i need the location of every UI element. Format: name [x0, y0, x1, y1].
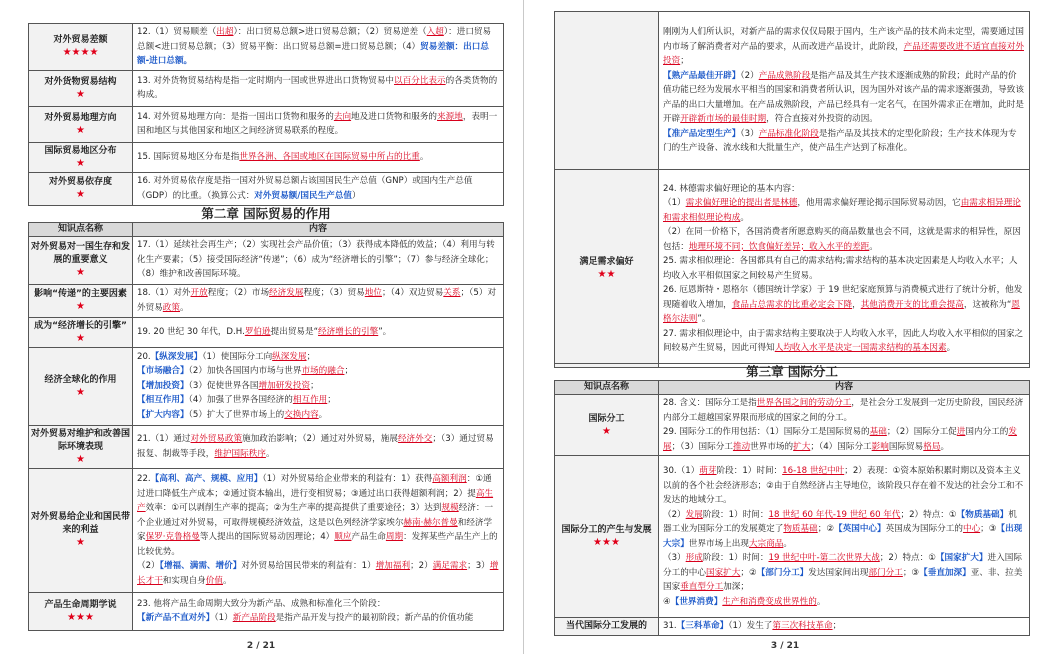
knowledge-point-cell — [555, 618, 659, 636]
content-text: 24. 林德需求偏好理论的基本内容： — [663, 183, 800, 194]
content-text: ”。 — [697, 314, 711, 324]
knowledge-table-right-ch3 — [554, 363, 1030, 636]
content-text: （2） — [663, 509, 686, 520]
content-text: 28. 含义：国际分工是指 — [663, 398, 757, 408]
content-text: （3） — [663, 553, 686, 563]
column-header-name: 知识点名称 — [29, 222, 133, 236]
key-term: 地理环境不同；饮食偏好差异；收入水平的差距 — [688, 241, 870, 252]
content-text: 是指产品及其生产技术逐渐成熟的阶段；此时产品的价值功能已经为发展水平相当的国家和消费者所认识，因为国外对该产品的需求逐渐强劲，导致该产品的出口大量增加。在产品成熟阶段，产品已经具有一定名气，在国外需求正在增加，此时是开辟 — [663, 70, 1024, 125]
content-text: 20. — [137, 351, 151, 362]
content-text: ） — [351, 190, 361, 201]
content-text: 程度；（2）市场 — [207, 288, 270, 298]
key-term: 罗伯逊 — [244, 326, 271, 337]
content-text: 29. 国际分工的作用包括：（1）国际分工是国际贸易的 — [663, 427, 870, 437]
content-text: ； — [310, 380, 319, 391]
key-term: 赫南·赫尔普曼 — [403, 517, 458, 528]
key-term: 16-18 世纪中叶 — [782, 466, 845, 476]
content-text: 的各类货物的构成。 — [137, 75, 498, 100]
content-text: ；③ — [980, 524, 997, 534]
knowledge-point-name: 成为“经济增长的引擎” — [34, 320, 127, 331]
content-text: （1）发生了 — [728, 621, 773, 632]
content-text: ；③ — [902, 567, 920, 578]
key-term: 关系 — [443, 288, 461, 298]
knowledge-row — [29, 317, 504, 347]
column-header-content: 内容 — [659, 381, 1030, 395]
mnemonic-tag: 【准产品定型生产】 — [663, 128, 741, 139]
key-term: 进 — [956, 427, 966, 437]
knowledge-point-cell — [29, 347, 133, 425]
chapter-2-title: 第二章 国际贸易的作用 — [29, 205, 504, 222]
content-text: 发达国家间出现 — [808, 567, 869, 578]
content-cell — [133, 317, 504, 347]
importance-stars: ★ — [76, 267, 85, 278]
content-text: 和经济学家 — [137, 517, 493, 542]
knowledge-point-name: 对外贸易依存度 — [48, 177, 112, 187]
content-text: （3）促使世界各国 — [188, 380, 259, 391]
knowledge-point-name: 对外贸易差额 — [53, 35, 108, 46]
knowledge-point-name: 对外贸易给企业和国民带来的利益 — [31, 512, 131, 535]
content-text: ；② — [817, 524, 835, 534]
content-text: 和实现自身 — [162, 575, 206, 586]
key-term: 萌芽 — [699, 466, 717, 476]
content-text: 19. 20 世纪 30 年代，D.H. — [137, 326, 245, 337]
content-text: 。 — [816, 596, 826, 607]
knowledge-row — [29, 468, 504, 592]
key-term: 扩大 — [793, 441, 811, 452]
content-text: ）：进口贸易总额<进口贸易总额；（3）贸易平衡：出口贸易总额=进口贸易总额；（4） — [137, 27, 492, 52]
content-text: （1） — [663, 198, 686, 208]
content-text: 经济：一个企业通过对外贸易，可取得规模经济效益，这是以色列经济学家埃尔 — [137, 503, 494, 528]
content-text: 12.（1）贸易顺差（ — [137, 27, 217, 37]
content-text: 。 — [419, 151, 429, 162]
key-term: 开辟新市场的最佳时期 — [680, 114, 767, 125]
content-text: ”。 — [378, 326, 392, 337]
key-term: 物质基础 — [783, 524, 818, 534]
content-text: ； — [680, 56, 689, 67]
content-text: 阶段：1）时间： — [702, 509, 769, 520]
mnemonic-tag: 【垂直加深】 — [919, 567, 971, 578]
key-term: 推动 — [732, 441, 751, 452]
importance-stars: ★ — [76, 332, 85, 344]
mnemonic-tag: 【扩大内容】 — [137, 409, 189, 420]
key-term: 规模 — [441, 503, 459, 513]
content-text: 22. — [137, 474, 151, 484]
mnemonic-tag: 对外贸易额/国民生产总值 — [254, 190, 352, 201]
content-cell — [133, 592, 504, 630]
knowledge-point-cell — [555, 395, 659, 456]
knowledge-row — [555, 395, 1030, 456]
content-cell — [133, 142, 504, 172]
key-term: 交换内容 — [284, 409, 319, 420]
key-term: 基础 — [869, 427, 887, 437]
importance-stars: ★ — [76, 124, 85, 136]
key-term: 格局 — [923, 441, 941, 452]
importance-stars: ★ — [76, 537, 85, 548]
knowledge-point-cell — [29, 24, 133, 71]
content-text: （1）使国际分工向 — [202, 351, 273, 362]
content-text: 。 — [946, 343, 956, 353]
content-text: 26. 厄恩斯特・恩格尔（德国统计学家）于 19 世纪家庭预算与消费模式进行了统计分析，他发现随着收入增加， — [663, 285, 1023, 310]
content-text: 提出贸易是“ — [270, 326, 319, 337]
key-term: 满足需求 — [432, 561, 468, 571]
knowledge-point-name: 国际贸易地区分布 — [44, 145, 117, 156]
knowledge-row — [555, 12, 1030, 170]
knowledge-point-cell — [29, 425, 133, 468]
content-text: 21.（1）通过 — [137, 434, 191, 444]
right-rows-top — [555, 12, 1030, 368]
knowledge-row — [29, 236, 504, 284]
key-term: 中心 — [962, 524, 981, 534]
document-page-right — [523, 0, 1045, 654]
knowledge-row — [555, 618, 1030, 636]
content-text: 进入国际分工的中心 — [663, 553, 1022, 578]
content-text: 对外贸易给国民带来的利益有：1） — [241, 561, 376, 571]
key-term: 18 世纪 60 年代-19 世纪 60 年代 — [768, 509, 901, 520]
knowledge-point-name: 产品生命周期学说 — [44, 599, 117, 610]
importance-stars: ★ — [76, 157, 85, 169]
chapter-3-title: 第三章 国际分工 — [555, 364, 1030, 381]
content-text: 施加政治影响；（2）通过对外贸易，施展 — [242, 434, 398, 444]
importance-stars: ★★★★ — [62, 47, 99, 59]
content-cell — [133, 236, 504, 284]
key-term: 保罗·克鲁格曼 — [145, 532, 200, 542]
content-text: 地及进口货物和服务的 — [351, 111, 438, 122]
content-text: 。 — [940, 441, 950, 452]
content-text: ； — [344, 366, 354, 377]
key-term: 世界各洲、各国或地区在国际贸易中所占的比重 — [239, 151, 420, 162]
knowledge-point-cell — [29, 70, 133, 106]
importance-stars: ★★ — [597, 269, 616, 280]
key-term: 维护国际秩序 — [214, 448, 266, 459]
knowledge-row — [29, 172, 504, 205]
key-term: 由需求相异理论和需求相似理论构成 — [663, 198, 1021, 223]
key-term: 发展 — [663, 427, 1017, 452]
mnemonic-tag: 【纵深发展】 — [150, 351, 203, 362]
knowledge-point-name: 国际分工 — [588, 413, 625, 424]
content-text: ，是社会分工发展到一定历史阶段，国民经济内部分工超越国家界限而形成的国家之间的分工。 — [663, 398, 1024, 423]
content-text: 加深； — [723, 582, 749, 592]
knowledge-point-name: 对外贸易对一国生存和发展的重要意义 — [31, 242, 131, 265]
content-text: ；（3）国际分工 — [671, 441, 733, 452]
key-term: 19 世纪中叶-第二次世界大战 — [768, 553, 880, 563]
importance-stars: ★ — [76, 453, 85, 465]
content-text: 。 — [318, 409, 328, 420]
content-text: （2） — [740, 70, 759, 81]
key-term: 生产和消费变成世界性的 — [722, 596, 817, 607]
content-text: 国内分工的 — [965, 427, 1009, 437]
importance-stars: ★ — [76, 301, 85, 312]
key-term: 恩格尔法则 — [663, 299, 1020, 324]
document-page-left — [0, 0, 522, 654]
knowledge-row — [29, 142, 504, 172]
key-term: 纵深发展 — [272, 351, 307, 362]
key-term: 市场的融合 — [301, 366, 345, 377]
knowledge-row — [555, 456, 1030, 618]
importance-stars: ★ — [76, 88, 85, 100]
key-term: 产品还需要改进不适宜直接对外投资 — [663, 41, 1024, 67]
content-cell — [133, 284, 504, 317]
key-term: 以百分比表示 — [394, 75, 446, 86]
key-term: 第三次科技革命 — [772, 621, 833, 632]
knowledge-point-name: 对外贸易地理方向 — [44, 112, 117, 123]
content-text: ， — [852, 299, 861, 310]
knowledge-table-right-top — [554, 11, 1030, 368]
page-number-left: 2 / 21 — [246, 641, 276, 651]
content-cell — [133, 24, 504, 71]
knowledge-row — [29, 592, 504, 630]
content-text: ；3） — [467, 561, 490, 571]
knowledge-point-cell — [555, 456, 659, 618]
content-text: 阶段：1）时间： — [716, 466, 783, 476]
mnemonic-tag: 【增福、满需、增价】 — [159, 561, 242, 571]
key-term: 高生产 — [137, 488, 494, 513]
knowledge-point-cell — [29, 172, 133, 205]
content-text: ，这被称为“ — [963, 299, 1012, 310]
key-term: 高额利润 — [432, 474, 467, 484]
key-term: 经济增长的引擎 — [318, 326, 379, 337]
key-term: 需求偏好理论的提出者是林德 — [685, 198, 798, 208]
content-text: 国际贸易 — [888, 441, 924, 452]
key-term: 价值 — [205, 575, 223, 586]
key-term: 经济发展 — [269, 288, 304, 298]
key-term: 其他消费开支的比重会提高 — [860, 299, 964, 310]
content-text: （5）扩大了世界市场上的 — [188, 409, 285, 420]
importance-stars: ★ — [602, 425, 611, 437]
knowledge-point-cell — [555, 12, 659, 170]
mnemonic-tag: 【三科革命】 — [676, 621, 729, 632]
content-text: 18.（1）对外 — [137, 288, 191, 298]
key-term: 形成 — [685, 553, 703, 563]
content-cell — [659, 618, 1030, 636]
mnemonic-tag: 【国家扩大】 — [935, 553, 988, 563]
knowledge-point-cell — [29, 317, 133, 347]
key-term: 发展 — [685, 509, 703, 520]
content-text: 23. 他将产品生命周期大致分为新产品、成熟和标准化三个阶段： — [137, 598, 386, 609]
key-term: 入超 — [426, 27, 444, 37]
content-text: 。 — [869, 241, 878, 252]
content-text: 15. 国际贸易地区分布是指 — [137, 151, 240, 162]
content-cell — [659, 170, 1030, 368]
content-text: 效率：①可以剥削生产率的提高；②为生产率的提高提供了重要途径；3）达到 — [145, 503, 442, 513]
mnemonic-tag: 【新产品不直对外】 — [137, 613, 215, 623]
knowledge-row — [29, 284, 504, 317]
content-text: ：发挥某些产品生产上的比较优势。 — [137, 532, 498, 557]
key-term: 开放 — [190, 288, 208, 298]
knowledge-point-cell — [555, 170, 659, 368]
key-term: 影响 — [871, 441, 889, 452]
content-text: 25. 需求相似理论：各国都具有自己的需求结构;需求结构的基本决定因素是人均收入水平；人均收入水平相似国家之间较易产生贸易。 — [663, 256, 1018, 281]
mnemonic-tag: 【高利、高产、规模、应用】 — [150, 474, 263, 484]
key-term: 世界各国之间的劳动分工 — [756, 398, 852, 408]
content-text: 刚刚为人们所认识，对新产品的需求仅仅局限于国内，生产该产品的技术尚未定型，需要通过国内市场了解消费者对产品的要求，从而改进产品设计，此阶段， — [663, 27, 1024, 52]
content-cell — [133, 347, 504, 425]
key-term: 垂直型分工 — [680, 582, 724, 592]
content-text: 16. 对外贸易依存度是指一国对外贸易总额占该国国民生产总值（GNP）或国内生产总值（GDP）的比重。（换算公式： — [137, 176, 473, 201]
knowledge-point-cell — [29, 592, 133, 630]
right-rows-ch3 — [555, 395, 1030, 636]
content-cell — [133, 106, 504, 142]
key-term: 产品成熟阶段 — [758, 70, 811, 81]
knowledge-point-name: 经济全球化的作用 — [44, 374, 117, 385]
content-text: ；（4）国际分工 — [810, 441, 872, 452]
content-text: 产品生命 — [351, 532, 386, 542]
page-number-right: 3 / 21 — [770, 641, 800, 651]
importance-stars: ★ — [76, 189, 85, 200]
content-text: 。 — [783, 538, 792, 549]
key-term: 增加研发投资 — [258, 380, 311, 391]
key-term: 新产品阶段 — [232, 613, 276, 623]
knowledge-row — [29, 425, 504, 468]
knowledge-point-name: 当代国际分工发展的 — [565, 621, 647, 631]
knowledge-point-cell — [29, 284, 133, 317]
content-text: ；2）特点：① — [900, 509, 957, 520]
key-term: 来源地 — [437, 111, 463, 122]
content-text: 27. 需求相似理论中，由于需求结构主要取决于人均收入水平，因此人均收入水平相似的国家之间较易产生贸易，因此可得知 — [663, 328, 1024, 353]
content-text: （1）对外贸易给企业带来的利益有：1）获得 — [262, 474, 433, 484]
content-text: ，他用需求偏好理论揭示国际贸易动因，它 — [797, 198, 961, 208]
content-text: 17.（1）延续社会再生产；（2）实现社会产品价值；（3）获得成本降低的效益；（4）利用与转化生产要素；（5）接受国际经济“传递”；（6）成为“经济增长的引擎”；（7）参与经济全球化；（8）维护和改善国际环境。 — [137, 240, 495, 280]
key-term: 食品占总需求的比重必定会下降 — [731, 299, 853, 310]
content-cell — [133, 425, 504, 468]
mnemonic-tag: 【世界消费】 — [670, 596, 723, 607]
key-term: 国家扩大 — [705, 567, 741, 578]
content-text: ；2）特点：① — [879, 553, 936, 563]
mnemonic-tag: 【部门分工】 — [756, 567, 809, 578]
content-text: ④ — [663, 596, 671, 607]
left-rows-ch2 — [29, 236, 504, 630]
key-term: 地位 — [364, 288, 382, 298]
content-cell — [133, 172, 504, 205]
content-cell — [659, 12, 1030, 170]
knowledge-table-left — [28, 23, 504, 631]
knowledge-point-name: 国际分工的产生与发展 — [561, 525, 652, 535]
content-text: 机器工业为国际分工的发展奠定了 — [663, 509, 1017, 534]
column-header-name: 知识点名称 — [555, 381, 659, 395]
content-text: ；（2）国际分工促 — [886, 427, 957, 437]
mnemonic-tag: 【相互作用】 — [137, 395, 189, 406]
content-cell — [133, 70, 504, 106]
knowledge-point-cell — [29, 236, 133, 284]
content-text: （2）加快各国国内市场与世界 — [188, 366, 302, 377]
knowledge-point-name: 影响“传递”的主要因素 — [34, 289, 127, 299]
mnemonic-tag: 贸易差额：出口总额-进口总额。 — [137, 41, 489, 66]
knowledge-point-cell — [29, 468, 133, 592]
mnemonic-tag: 【增加投资】 — [137, 380, 189, 391]
mnemonic-tag: 【熟产品最佳开辟】 — [663, 70, 741, 81]
content-text: ；（5）对外贸易 — [137, 288, 497, 313]
knowledge-row — [29, 106, 504, 142]
content-text: 。 — [222, 575, 232, 586]
content-text: （3） — [740, 128, 759, 139]
content-text: ）：出口贸易总额>进口贸易总额；（2）贸易逆差（ — [233, 27, 427, 37]
content-text: （2）在同一价格下，各国消费者所愿意购买的商品数量也会不同，这就是需求的相异性，原因包括： — [663, 227, 1021, 252]
importance-stars: ★★★ — [593, 537, 620, 548]
key-term: 大宗商品 — [748, 538, 784, 549]
content-text: ，符合直接对外投资的动因。 — [766, 114, 878, 125]
knowledge-row — [29, 24, 504, 71]
key-term: 经济外交 — [397, 434, 433, 444]
content-text: 31. — [663, 621, 677, 632]
left-rows-top — [29, 24, 504, 206]
content-text: 。 — [265, 448, 275, 459]
key-term: 政策 — [162, 302, 180, 313]
content-text: 13. 对外货物贸易结构是指一定时期内一国或世界进出口货物贸易中 — [137, 75, 395, 86]
key-term: 增加福利 — [375, 561, 411, 571]
content-text: 是指产品开发与投产的最初阶段；新产品的价值功能 — [275, 613, 474, 623]
key-term: 对外贸易政策 — [190, 434, 243, 444]
content-text: 世界市场的 — [750, 441, 794, 452]
content-text: 世界市场上出现 — [688, 538, 749, 549]
content-text: 。 — [740, 212, 749, 223]
content-cell — [659, 395, 1030, 456]
content-cell — [133, 468, 504, 592]
content-text: ：①通过进口降低生产成本；②通过资本输出，进行变相贸易；③通过出口获得超额利润；2）提 — [137, 474, 492, 499]
content-text: ；2） — [410, 561, 433, 571]
knowledge-row — [29, 70, 504, 106]
content-text: ； — [327, 395, 336, 406]
content-text: ；（3）通过贸易报复、制裁等手段， — [137, 434, 494, 459]
key-term: 出超 — [216, 27, 234, 37]
content-text: 程度；（3）贸易 — [303, 288, 365, 298]
knowledge-point-name: 对外贸易对维护和改善国际环境表现 — [31, 428, 131, 452]
content-text: 英国成为国际分工的 — [885, 524, 963, 534]
content-text: ；2）表现：①资本原始积累时期以及资本主义以前的各个社会经济形态；②由于自然经济占主导地位，该阶段只存在着不发达的社会分工和不发达的地域分工。 — [663, 466, 1024, 505]
content-text: （4）加强了世界各国经济的 — [188, 395, 293, 406]
mnemonic-tag: 【英国中心】 — [834, 524, 886, 534]
knowledge-point-cell — [29, 106, 133, 142]
key-term: 周期 — [385, 532, 404, 542]
key-term: 产品标准化阶段 — [758, 128, 819, 139]
content-text: ；② — [740, 567, 757, 578]
key-term: 相互作用 — [292, 395, 328, 406]
content-text: 。 — [180, 302, 189, 313]
content-text: 14. 对外贸易地理方向：是指一国出口货物和服务的 — [137, 111, 334, 122]
importance-stars: ★ — [76, 386, 85, 398]
key-term: 部门分工 — [868, 567, 903, 578]
key-term: 增长才干 — [137, 561, 499, 586]
knowledge-point-name: 满足需求偏好 — [579, 257, 634, 267]
mnemonic-tag: 【出现大宗】 — [663, 524, 1023, 549]
mnemonic-tag: 【物质基础】 — [956, 509, 1009, 520]
content-text: 30.（1） — [663, 466, 700, 476]
content-text: （1） — [214, 613, 233, 623]
content-text: ；（4）双边贸易 — [381, 288, 444, 298]
knowledge-row — [29, 347, 504, 425]
content-text: （2） — [137, 561, 160, 571]
content-text: 阶段：1）时间： — [702, 553, 769, 563]
knowledge-point-cell — [29, 142, 133, 172]
knowledge-point-name: 对外货物贸易结构 — [44, 76, 117, 87]
content-text: ； — [306, 351, 316, 362]
mnemonic-tag: 【市场融合】 — [137, 366, 189, 377]
content-text: 是指产品及其技术的定型化阶段；生产技术体现为专门的生产设备、流水线和大批量生产，使产品生产达到了标准化。 — [663, 128, 1017, 154]
key-term: 人均收入水平是决定一国需求结构的基本因素 — [774, 343, 947, 353]
content-text: ，表明一国和地区与其他国家和地区之间经济贸易联系的程度。 — [137, 111, 498, 136]
content-text: 亚、非、拉美国家 — [663, 567, 1023, 592]
importance-stars: ★★★ — [67, 611, 94, 623]
key-term: 顺应 — [334, 532, 352, 542]
content-text: ； — [832, 621, 842, 632]
content-cell — [659, 456, 1030, 618]
column-header-content: 内容 — [133, 222, 504, 236]
knowledge-row — [555, 170, 1030, 368]
content-text: 等人提出的国际贸易动因理论；4） — [199, 532, 335, 542]
key-term: 去向 — [333, 111, 352, 122]
